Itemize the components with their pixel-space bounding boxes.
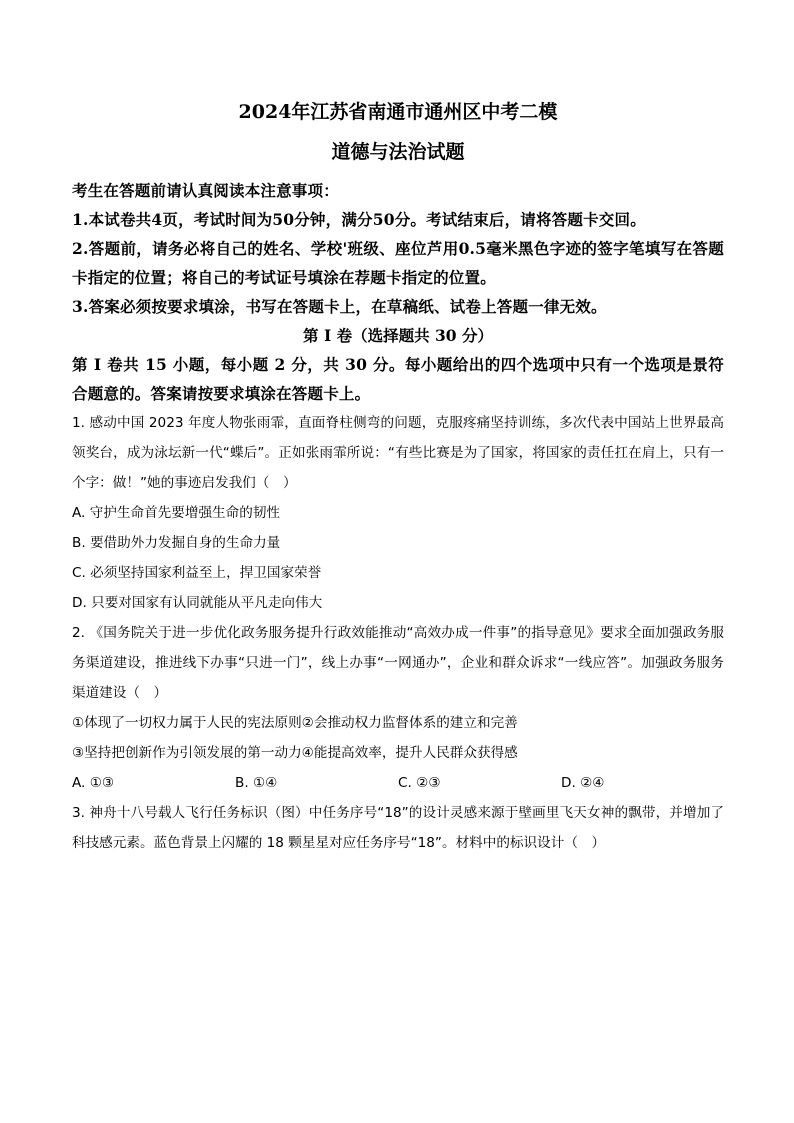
question-1 [72,408,724,618]
question-stem: 1. 感动中国 2023 年度人物张雨霏，直面脊柱侧弯的问题，克服疼痛坚持训练，多次代表中国站上世界最高领奖台，成为泳坛新一代“蝶后”。正如张雨霏所说：“有些比赛是为了国家，将国家的责任扛在肩上，只有一个字：做！”她的事迹启发我们（ ） [72,415,724,491]
notice-block [72,176,724,321]
option-row [72,768,724,798]
statement-line-2: ③坚持把创新作为引领发展的第一动力④能提高效率，提升人民群众获得感 [72,745,518,761]
notice-heading: 考生在答题前请认真阅读本注意事项： [72,181,339,200]
exam-title: 2024年江苏省南通市通州区中考二模 [238,101,558,123]
option-a: A. 守护生命首先要增强生命的韧性 [72,505,281,521]
section-instruction: 第 I 卷共 15 小题，每小题 2 分，共 30 分。每小题给出的四个选项中只有一个选项是景符合题意的。答案请按要求填涂在答题卡上。 [72,355,724,403]
exam-subtitle: 道德与法治试题 [331,141,465,163]
question-stem: 2. 《国务院关于进一步优化政务服务提升行政效能推动“高效办成一件事”的指导意见》要求全面加强政务服务渠道建设，推进线下办事“只进一门”，线上办事“一网通办”，企业和群众诉求“一线应答”。加强政务服务渠道建设（ ） [72,625,724,701]
option-c: C. ②③ [398,775,441,791]
notice-item-1: 1.本试卷共4页，考试时间为50分钟，满分50分。考试结束后，请将答题卡交回。 [72,210,646,229]
question-2 [72,618,724,798]
notice-item-2: 2.答题前，请务必将自己的姓名、学校'班级、座位芦用0.5毫米黑色字迹的签字笔填写在答题卡指定的位置；将自己的考试证号填涂在荐题卡指定的位置。 [72,239,724,287]
option-d: D. ②④ [561,775,605,791]
exam-page [72,98,724,858]
notice-item-3: 3.答案必须按要求填涂，书写在答题卡上，在草稿纸、试卷上答题一律无效。 [72,297,607,316]
option-b: B. 要借助外力发掘自身的生命力量 [72,535,281,551]
option-a: A. ①③ [72,775,115,791]
option-c: C. 必须坚持国家利益至上，捍卫国家荣誉 [72,565,322,581]
question-3 [72,798,724,858]
option-d: D. 只要对国家有认同就能从平凡走向伟大 [72,595,323,611]
question-stem: 3. 神舟十八号载人飞行任务标识（图）中任务序号“18”的设计灵感来源于壁画里飞天女神的飘带，并增加了科技感元素。蓝色背景上闪耀的 18 颗星星对应任务序号“18”。材料中的标识设计（ ） [72,805,724,851]
option-b: B. ①④ [235,775,278,791]
section-title: 第 I 卷（选择题共 30 分） [303,326,493,345]
statement-line-1: ①体现了一切权力属于人民的宪法原则②会推动权力监督体系的建立和完善 [72,715,518,731]
